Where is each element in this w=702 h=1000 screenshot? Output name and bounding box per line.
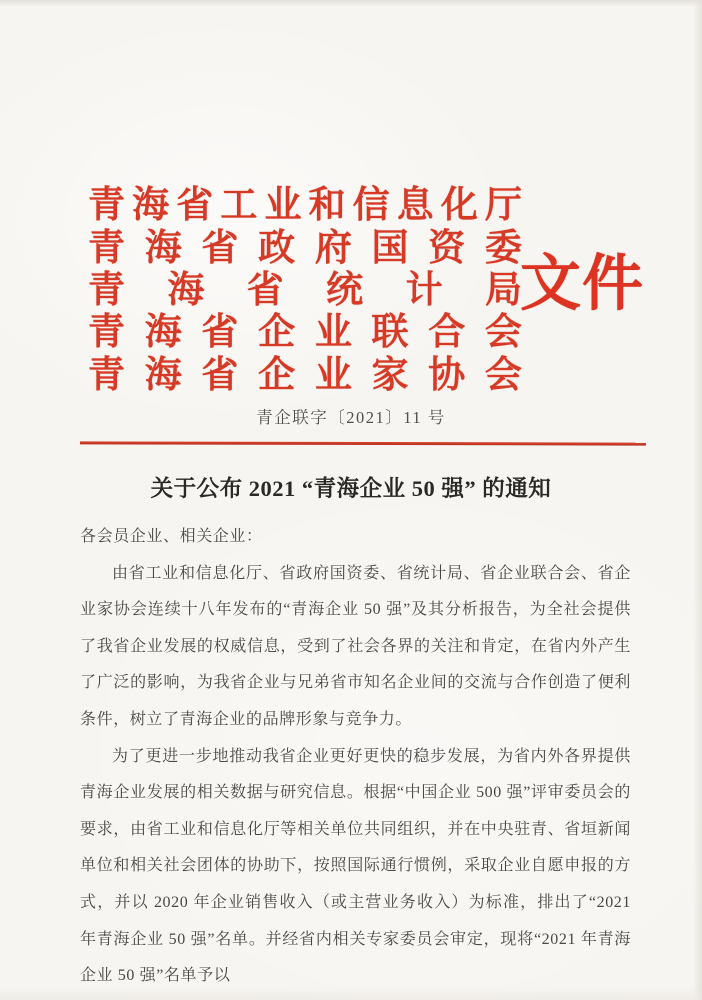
org-name-line-5: 青 海 省 企 业 家 协 会: [88, 354, 522, 396]
red-divider-rule: [80, 441, 646, 445]
document-body: [80, 519, 631, 995]
org-name-line-2: 青 海 省 政 府 国 资 委: [88, 227, 522, 269]
body-paragraph-2: 为了更进一步地推动我省企业更好更快的稳步发展，为省内外各界提供青海企业发展的相关数据与研究信息。根据“中国企业 500 强”评审委员会的要求，由省工业和信息化厅等相关单位共同组织，并在中央驻青、省垣新闻单位和相关社会团体的协助下，按照国际通行惯例，采取企业自愿申报的方式，并以 2020 年企业销售收入（或主营业务收入）为标准，排出了“2021 年青海企业 50 强”名单。并经省内相关专家委员会审定，现将“2021 年青海企业 50 强”名单予以: [80, 747, 631, 985]
org-name-line-1: 青 海 省 工 业 和 信 息 化 厅: [88, 185, 522, 227]
document-number: 青企联字〔2021〕11 号: [256, 408, 446, 427]
org-name-line-4: 青 海 省 企 业 联 合 会: [88, 312, 522, 354]
body-paragraph-1: 由省工业和信息化厅、省政府国资委、省统计局、省企业联合会、省企业家协会连续十八年发布的“青海企业 50 强”及其分析报告，为全社会提供了我省企业发展的权威信息，受到了社会各界的关注和肯定，在省内外产生了广泛的影响，为我省企业与兄弟省市知名企业间的交流与合作创造了便利条件，树立了青海企业的品牌形象与竞争力。: [80, 564, 631, 728]
document-type-label: 文件: [520, 251, 645, 318]
salutation-line: 各会员企业、相关企业：: [80, 528, 263, 545]
org-name-line-3: 青 海 省 统 计 局: [88, 269, 522, 311]
letterhead-org-block: [88, 180, 522, 396]
document-title: 关于公布 2021 “青海企业 50 强” 的通知: [150, 476, 552, 501]
